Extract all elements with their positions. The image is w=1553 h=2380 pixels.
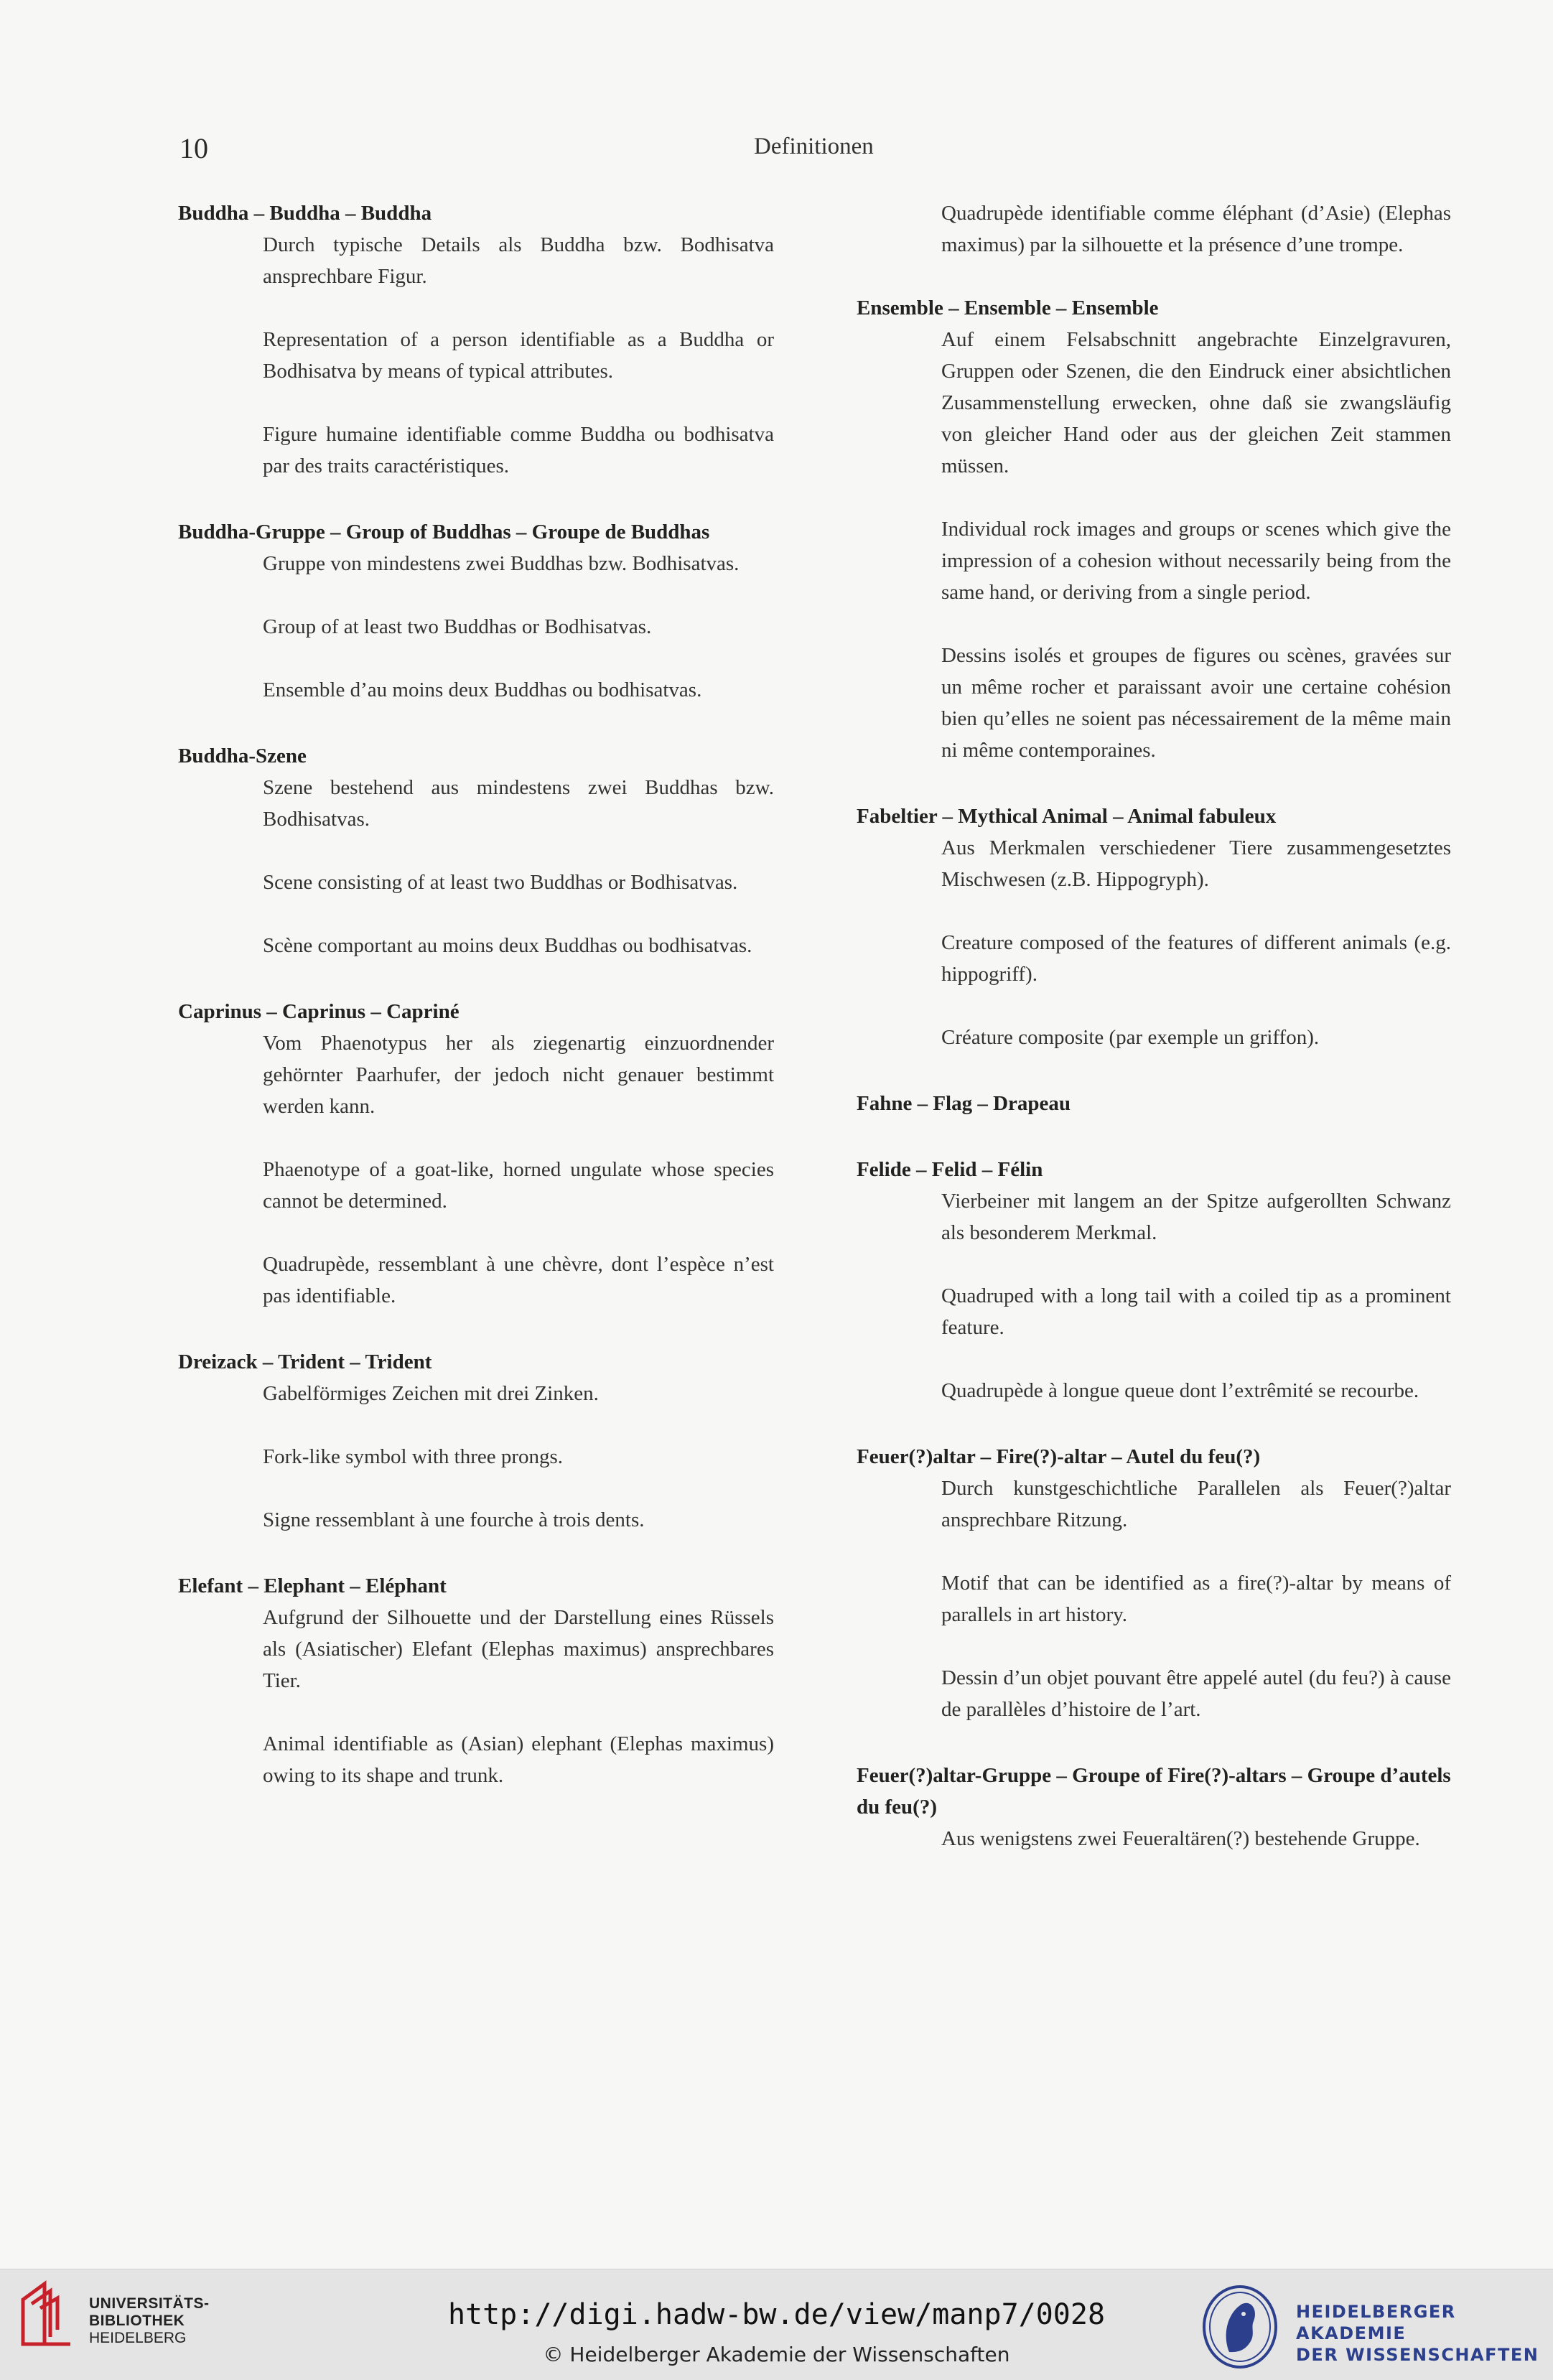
footer-bar bbox=[0, 2269, 1553, 2380]
entry-definition: Signe ressemblant à une fourche à trois dents. bbox=[263, 1508, 645, 1531]
permalink-url[interactable]: http://digi.hadw-bw.de/view/manp7/0028 bbox=[447, 2298, 1106, 2331]
entry-definition: Fork-like symbol with three prongs. bbox=[263, 1445, 564, 1468]
right-entries bbox=[857, 292, 1451, 1854]
entry-definition: Motif that can be identified as a fire(?)-altar by means of parallels in art history. bbox=[941, 1572, 1451, 1626]
entry-term: Feuer(?)altar-Gruppe – Groupe of Fire(?)-altars – Groupe d’autels du feu(?) bbox=[857, 1764, 1451, 1819]
glossary-entry bbox=[857, 1760, 1451, 1854]
entry-definition: Quadruped with a long tail with a coiled tip as a prominent feature. bbox=[941, 1284, 1451, 1339]
entry-term: Fahne – Flag – Drapeau bbox=[857, 1092, 1071, 1115]
entry-definition: Creature composed of the features of different animals (e.g. hippogriff). bbox=[941, 931, 1451, 986]
glossary-entry bbox=[857, 1154, 1451, 1406]
glossary-entry bbox=[178, 1570, 774, 1791]
entry-definition: Vierbeiner mit langem an der Spitze aufgerollten Schwanz als besonderem Merkmal. bbox=[941, 1190, 1451, 1244]
entry-definition: Group of at least two Buddhas or Bodhisatvas. bbox=[263, 615, 652, 638]
entry-term: Caprinus – Caprinus – Capriné bbox=[178, 1000, 460, 1023]
entry-term: Fabeltier – Mythical Animal – Animal fabuleux bbox=[857, 805, 1277, 828]
entry-term: Feuer(?)altar – Fire(?)-altar – Autel du feu(?) bbox=[857, 1445, 1261, 1468]
entry-definition: Durch kunstgeschichtliche Parallelen als Feuer(?)altar ansprechbare Ritzung. bbox=[941, 1477, 1451, 1531]
entry-definition: Representation of a person identifiable as a Buddha or Bodhisatva by means of typical attributes. bbox=[263, 328, 774, 383]
hadw-line-1: HEIDELBERGER AKADEMIE bbox=[1296, 2302, 1456, 2343]
entry-term: Buddha-Gruppe – Group of Buddhas – Groupe de Buddhas bbox=[178, 521, 710, 543]
entry-definition: Scène comportant au moins deux Buddhas ou bodhisatvas. bbox=[263, 934, 752, 957]
entry-definition: Szene bestehend aus mindestens zwei Buddhas bzw. Bodhisatvas. bbox=[263, 776, 774, 831]
glossary-entry bbox=[178, 1346, 774, 1536]
entry-term: Elefant – Elephant – Eléphant bbox=[178, 1574, 447, 1597]
glossary-entry bbox=[857, 1088, 1451, 1119]
entry-definition: Aufgrund der Silhouette und der Darstellung eines Rüssels als (Asiatischer) Elefant (Elephas maximus) ansprechbares Tier. bbox=[263, 1606, 774, 1692]
entry-definition: Créature composite (par exemple un griffon). bbox=[941, 1026, 1320, 1049]
entry-definition: Auf einem Felsabschnitt angebrachte Einzelgravuren, Gruppen oder Szenen, die den Eindruck einer absichtlichen Zusammenstellung erwecken, ohne daß sie zwangsläufig von gleicher Hand oder aus der gleichen Zeit stammen müssen. bbox=[941, 328, 1451, 477]
continuation-paragraph: Quadrupède identifiable comme éléphant (d’Asie) (Elephas maximus) par la silhouette et la présence d’une trompe. bbox=[941, 202, 1451, 256]
glossary-entry bbox=[178, 740, 774, 961]
entry-definition: Animal identifiable as (Asian) elephant (Elephas maximus) owing to its shape and trunk. bbox=[263, 1732, 774, 1787]
glossary-entry bbox=[857, 1441, 1451, 1725]
hadw-wordmark[interactable] bbox=[1296, 2301, 1553, 2366]
glossary-entry bbox=[178, 996, 774, 1312]
entry-definition: Individual rock images and groups or scenes which give the impression of a cohesion without necessarily being from the same hand, or deriving from a single period. bbox=[941, 518, 1451, 604]
entry-definition: Quadrupède, ressemblant à une chèvre, dont l’espèce n’est pas identifiable. bbox=[263, 1253, 774, 1307]
glossary-entry bbox=[857, 292, 1451, 766]
entry-term: Buddha-Szene bbox=[178, 745, 307, 767]
entry-definition: Quadrupède à longue queue dont l’extrêmité se recourbe. bbox=[941, 1379, 1419, 1402]
right-column bbox=[857, 197, 1451, 1889]
entry-term: Felide – Felid – Félin bbox=[857, 1158, 1043, 1181]
entry-definition: Figure humaine identifiable comme Buddha ou bodhisatva par des traits caractéristiques. bbox=[263, 423, 774, 477]
entry-definition: Gruppe von mindestens zwei Buddhas bzw. Bodhisatvas. bbox=[263, 552, 740, 575]
left-column bbox=[178, 197, 774, 1826]
entry-definition: Durch typische Details als Buddha bzw. Bodhisatva ansprechbare Figur. bbox=[263, 233, 774, 288]
entry-definition: Aus Merkmalen verschiedener Tiere zusammengesetztes Mischwesen (z.B. Hippogryph). bbox=[941, 836, 1451, 891]
copyright-notice: © Heidelberger Akademie der Wissenschaften bbox=[543, 2343, 1010, 2366]
ub-line-1: UNIVERSITÄTS- bbox=[89, 2295, 210, 2312]
glossary-entry bbox=[857, 801, 1451, 1053]
hadw-seal-icon[interactable] bbox=[1200, 2284, 1279, 2370]
entry-definition: Aus wenigstens zwei Feueraltären(?) bestehende Gruppe. bbox=[941, 1827, 1420, 1850]
entry-definition: Gabelförmiges Zeichen mit drei Zinken. bbox=[263, 1382, 599, 1405]
entry-term: Ensemble – Ensemble – Ensemble bbox=[857, 297, 1159, 319]
running-head: Definitionen bbox=[754, 134, 874, 159]
entry-term: Buddha – Buddha – Buddha bbox=[178, 202, 432, 225]
glossary-entry bbox=[178, 516, 774, 706]
entry-term: Dreizack – Trident – Trident bbox=[178, 1350, 432, 1373]
ub-line-2: BIBLIOTHEK bbox=[89, 2313, 185, 2329]
glossary-entry bbox=[178, 197, 774, 482]
entry-definition: Scene consisting of at least two Buddhas or Bodhisatvas. bbox=[263, 871, 738, 894]
hadw-line-2: DER WISSENSCHAFTEN bbox=[1296, 2345, 1539, 2365]
entry-definition: Ensemble d’au moins deux Buddhas ou bodhisatvas. bbox=[263, 678, 702, 701]
page-number: 10 bbox=[179, 132, 208, 164]
entry-definition: Dessin d’un objet pouvant être appelé autel (du feu?) à cause de parallèles d’histoire de l’art. bbox=[941, 1666, 1451, 1721]
entry-definition: Phaenotype of a goat-like, horned ungulate whose species cannot be determined. bbox=[263, 1158, 774, 1213]
ub-line-3: HEIDELBERG bbox=[89, 2330, 187, 2346]
entry-definition: Dessins isolés et groupes de figures ou scènes, gravées sur un même rocher et paraissant avoir une certaine cohésion bien qu’elles ne soient pas nécessairement de la même main ni même contemporaines. bbox=[941, 644, 1451, 762]
entry-definition: Vom Phaenotypus her als ziegenartig einzuordnender gehörnter Paarhufer, der jedoch nicht genauer bestimmt werden kann. bbox=[263, 1032, 774, 1118]
